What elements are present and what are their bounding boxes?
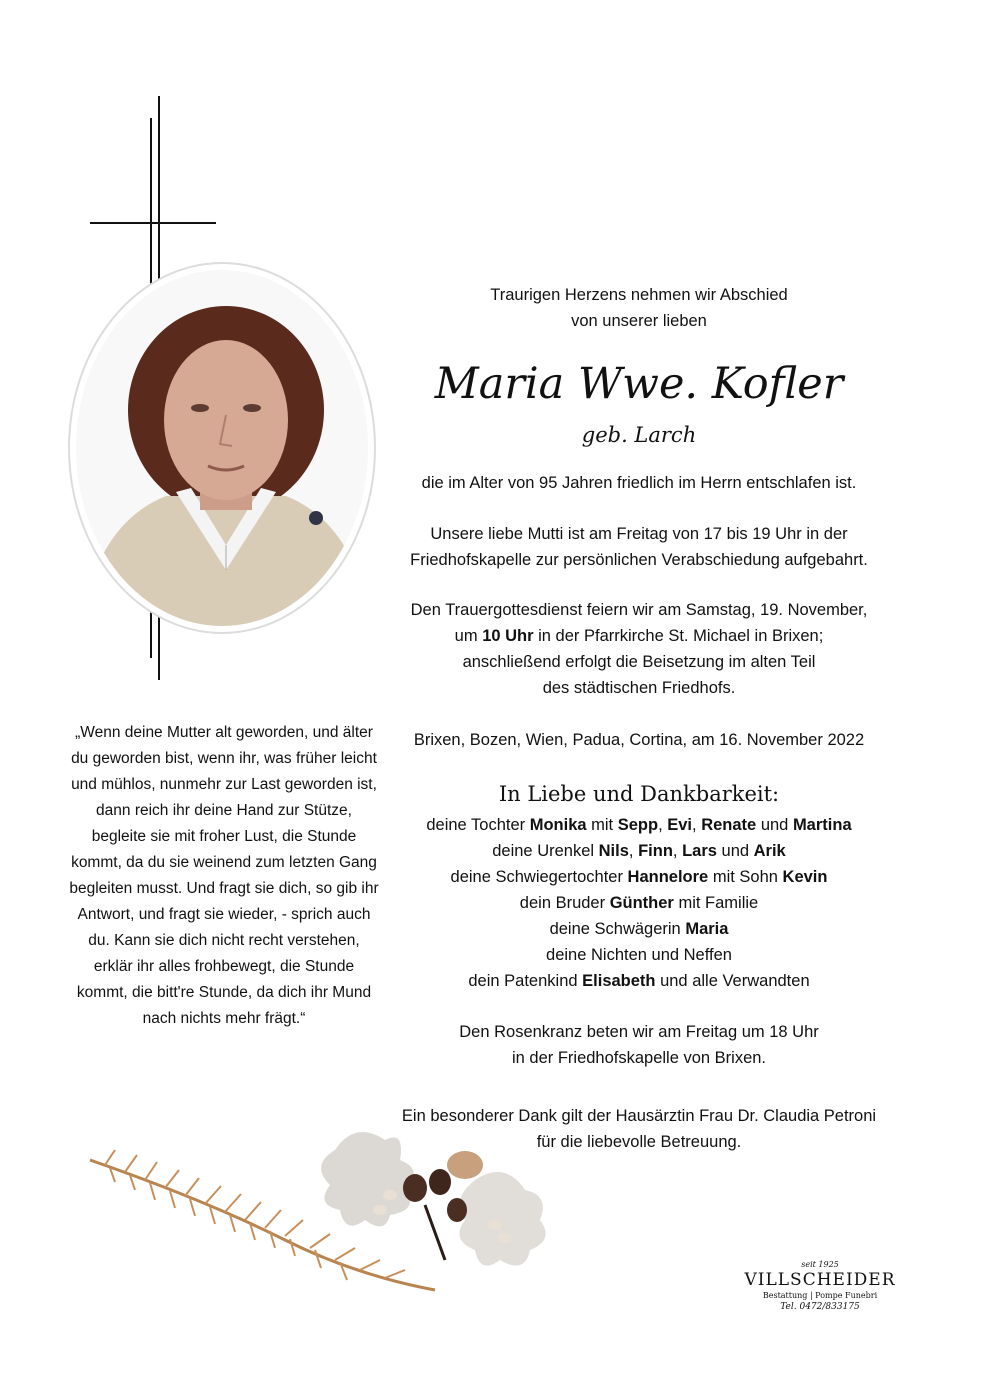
family-relation-text: mit Sohn (708, 868, 783, 886)
family-member-name: Evi (667, 816, 693, 834)
quote-line: erklär ihr alles frohbewegt, die Stunde (93, 958, 355, 975)
autumn-branch-decoration (85, 1110, 565, 1320)
quote-line: begleite sie mit froher Lust, die Stunde (91, 828, 357, 845)
cross-horizontal (90, 222, 216, 224)
quote-line: du. Kann sie dich nicht recht verstehen, (88, 932, 360, 949)
quote-line: „Wenn deine Mutter alt geworden, und älter (75, 724, 373, 741)
quote-line: begleiten musst. Und fragt sie dich, so gib ihr (69, 880, 379, 897)
family-relation-text: , (672, 842, 683, 860)
deceased-name: Maria Wwe. Kofler (434, 359, 844, 409)
family-member-name: Elisabeth (582, 972, 656, 990)
family-member-name: Hannelore (627, 868, 709, 886)
special-thanks-line-1: Ein besonderer Dank gilt der Hausärztin Frau Dr. Claudia Petroni (401, 1107, 877, 1125)
service-line-2-pre: um (454, 627, 483, 645)
family-member-name: Kevin (782, 868, 828, 886)
intro-line-1: Traurigen Herzens nehmen wir Abschied (490, 286, 788, 304)
service-line-1: Den Trauergottesdienst feiern wir am Samstag, 19. November, (410, 601, 868, 619)
family-relation-text: , (692, 816, 702, 834)
age-text: die im Alter von 95 Jahren friedlich im Herrn entschlafen ist. (421, 474, 857, 492)
intro-line-2: von unserer lieben (571, 312, 707, 330)
brand-since: seit 1925 (801, 1260, 839, 1269)
brand-name: VILLSCHEIDER (744, 1270, 896, 1290)
family-member-name: Maria (685, 920, 729, 938)
family-line (400, 864, 878, 890)
family-member-name: Renate (701, 816, 757, 834)
family-list (400, 812, 878, 994)
family-relation-text: deine Schwägerin (549, 920, 686, 938)
service-paragraph (400, 597, 878, 701)
portrait-frame (68, 262, 376, 634)
family-relation-text: dein Patenkind (468, 972, 583, 990)
family-member-name: Finn (638, 842, 673, 860)
family-relation-text: dein Bruder (519, 894, 610, 912)
family-member-name: Sepp (617, 816, 659, 834)
portrait-illustration (76, 270, 368, 626)
family-member-name: Nils (598, 842, 629, 860)
service-time: 10 Uhr (482, 627, 534, 645)
brand-phone: Tel. 0472/833175 (780, 1302, 860, 1312)
family-relation-text: deine Nichten und Neffen (546, 946, 732, 964)
service-line-2 (400, 623, 878, 649)
family-relation-text: deine Tochter (426, 816, 530, 834)
service-line-2-post: in der Pfarrkirche St. Michael in Brixen; (533, 627, 824, 645)
rosary-line-1: Den Rosenkranz beten wir am Freitag um 18 Uhr (459, 1023, 819, 1041)
maiden-name: geb. Larch (581, 423, 697, 447)
family-line (400, 812, 878, 838)
portrait-photo (76, 270, 368, 626)
special-thanks-line-2: für die liebevolle Betreuung. (536, 1133, 742, 1151)
thanks-heading: In Liebe und Dankbarkeit: (498, 782, 780, 806)
family-line (400, 916, 878, 942)
quote-line: dann reich ihr deine Hand zur Stütze, (96, 802, 352, 819)
family-member-name: Martina (792, 816, 852, 834)
quote-line: nach nichts mehr frägt.“ (142, 1010, 306, 1027)
viewing-paragraph (400, 521, 878, 573)
quote-line: du geworden bist, wenn ihr, was früher leicht (71, 750, 377, 767)
quote-line: und mühlos, nunmehr zur Last geworden ist, (71, 776, 377, 793)
family-member-name: Arik (753, 842, 786, 860)
family-relation-text: deine Urenkel (492, 842, 599, 860)
family-line (400, 890, 878, 916)
quote-line: kommt, da du sie weinend zum letzten Gang (71, 854, 377, 871)
family-line (400, 838, 878, 864)
family-relation-text: und (756, 816, 793, 834)
brand-subtitle: Bestattung | Pompe Funebri (762, 1291, 878, 1300)
family-member-name: Lars (682, 842, 717, 860)
family-relation-text: deine Schwiegertochter (450, 868, 628, 886)
family-member-name: Monika (529, 816, 587, 834)
service-line-3: anschließend erfolgt die Beisetzung im alten Teil (462, 653, 816, 671)
viewing-line-1: Unsere liebe Mutti ist am Freitag von 17 bis 19 Uhr in der (430, 525, 848, 543)
family-relation-text: und alle Verwandten (655, 972, 810, 990)
quote-line: Antwort, und fragt sie wieder, - sprich auch (77, 906, 371, 923)
family-line (400, 942, 878, 968)
service-line-4: des städtischen Friedhofs. (542, 679, 736, 697)
viewing-line-2: Friedhofskapelle zur persönlichen Verabschiedung aufgebahrt. (410, 551, 868, 569)
family-relation-text: , (628, 842, 639, 860)
funeral-home-logo (735, 1260, 905, 1314)
place-date (400, 727, 878, 753)
family-relation-text: , (658, 816, 668, 834)
memorial-quote (66, 720, 382, 1032)
family-line (400, 968, 878, 994)
family-relation-text: mit (586, 816, 618, 834)
place-date-text: Brixen, Bozen, Wien, Padua, Cortina, am 16. November 2022 (413, 731, 865, 749)
quote-line: kommt, die bitt're Stunde, da dich ihr Mund (76, 984, 372, 1001)
age-line (400, 470, 878, 496)
family-member-name: Günther (609, 894, 674, 912)
rosary-paragraph (400, 1019, 878, 1071)
family-relation-text: und (716, 842, 754, 860)
family-relation-text: mit Familie (673, 894, 759, 912)
rosary-line-2: in der Friedhofskapelle von Brixen. (511, 1049, 767, 1067)
intro-text (400, 282, 878, 334)
